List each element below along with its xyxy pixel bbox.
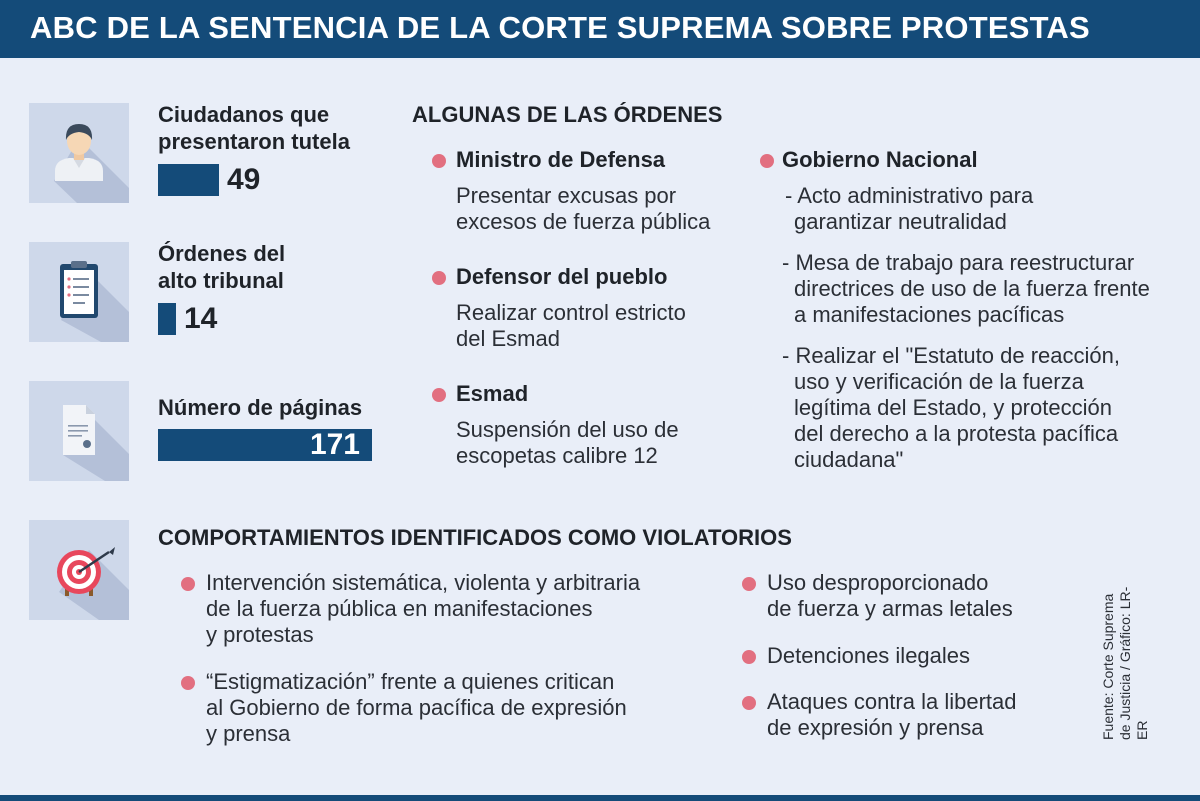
orders-title: ALGUNAS DE LAS ÓRDENES — [412, 102, 723, 127]
bullet-dot — [760, 154, 774, 168]
order-text-esmad: Suspensión del uso de escopetas calibre 12 — [456, 417, 679, 468]
behavior-right-3: Ataques contra la libertad de expresión y prensa — [767, 689, 1017, 740]
user-icon-box — [29, 103, 129, 203]
order-head-defensor: Defensor del pueblo — [456, 264, 668, 289]
bullet-dot — [432, 388, 446, 402]
behavior-left-2: “Estigmatización” frente a quienes critican al Gobierno de forma pacífica de expresión y prensa — [206, 669, 627, 746]
clipboard-icon-box — [29, 242, 129, 342]
bullet-dot — [181, 577, 195, 591]
behavior-left-1: Intervención sistemática, violenta y arbitraria de la fuerza pública en manifestaciones y protestas — [206, 570, 641, 647]
bullet-dot — [432, 154, 446, 168]
bar-ordenes — [158, 303, 176, 335]
order-head-ministro: Ministro de Defensa — [456, 147, 666, 172]
value-tutela: 49 — [227, 163, 261, 196]
target-icon — [29, 520, 129, 620]
user-icon — [29, 103, 129, 203]
bar-tutela — [158, 164, 219, 196]
behavior-right-2: Detenciones ilegales — [767, 643, 971, 668]
stat-label-ordenes: Órdenes del alto tribunal — [158, 241, 286, 293]
value-ordenes: 14 — [184, 302, 218, 335]
clipboard-icon — [29, 242, 129, 342]
order-text-ministro: Presentar excusas por excesos de fuerza pública — [456, 183, 711, 234]
gobierno-item-2: - Mesa de trabajo para reestructurar directrices de uso de la fuerza frente a manifestaciones pacíficas — [782, 250, 1150, 327]
document-icon — [29, 381, 129, 481]
order-head-gobierno: Gobierno Nacional — [782, 147, 978, 172]
value-paginas: 171 — [309, 428, 360, 461]
bullet-dot — [742, 577, 756, 591]
source-note: Fuente: Corte Suprema de Justicia / Gráfico: LR-ER — [1100, 586, 1150, 740]
bullet-dot — [181, 676, 195, 690]
bullet-dot — [432, 271, 446, 285]
header-bar — [0, 0, 1200, 58]
bullet-dot — [742, 696, 756, 710]
stat-label-paginas: Número de páginas — [158, 395, 363, 420]
footer-bar — [0, 795, 1200, 801]
behavior-right-1: Uso desproporcionado de fuerza y armas letales — [767, 570, 1013, 621]
bullet-dot — [742, 650, 756, 664]
document-icon-box — [29, 381, 129, 481]
order-head-esmad: Esmad — [456, 381, 529, 406]
stat-label-tutela: Ciudadanos que presentaron tutela — [158, 102, 350, 154]
behaviors-title: COMPORTAMIENTOS IDENTIFICADOS COMO VIOLATORIOS — [158, 525, 792, 550]
gobierno-item-1: - Acto administrativo para garantizar neutralidad — [785, 183, 1034, 234]
page-title: ABC DE LA SENTENCIA DE LA CORTE SUPREMA SOBRE PROTESTAS — [30, 10, 1090, 45]
order-text-defensor: Realizar control estricto del Esmad — [456, 300, 686, 351]
gobierno-item-3: - Realizar el "Estatuto de reacción, uso y verificación de la fuerza legítima del Estado, y protección del derecho a la protesta pacífica ciudadana" — [782, 343, 1120, 472]
target-icon-box — [29, 520, 129, 620]
